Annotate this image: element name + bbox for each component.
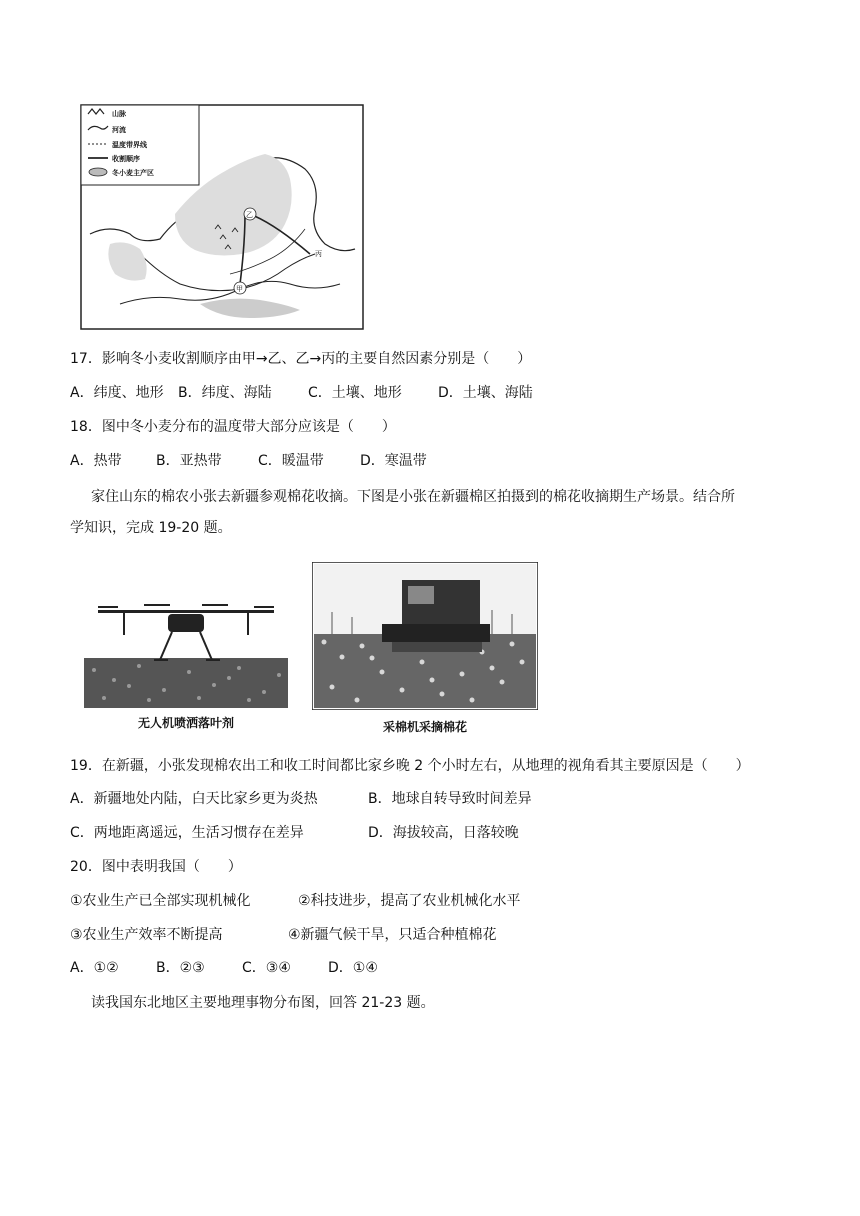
intro-21-23: 读我国东北地区主要地理事物分布图，回答 21-23 题。 (91, 995, 435, 1011)
q19-option-a[interactable]: A．新疆地处内陆，白天比家乡更为炎热 (70, 791, 318, 807)
q19-options-row2 (70, 823, 519, 843)
q20-item-1: ①农业生产已全部实现机械化 (70, 893, 251, 909)
q20-option-a[interactable]: A．①② (70, 960, 119, 976)
q20-items-row1 (70, 891, 521, 911)
q20-options (70, 958, 378, 978)
legend-harvest-order: 收割顺序 (112, 155, 140, 163)
q18-option-b[interactable]: B．亚热带 (156, 453, 222, 469)
q18-option-d[interactable]: D．寒温带 (360, 453, 427, 469)
q20-option-c[interactable]: C．③④ (242, 960, 291, 976)
label-jia: 甲 (236, 285, 243, 293)
legend-temp-boundary: 温度带界线 (112, 141, 147, 149)
drone-photo-caption: 无人机喷洒落叶剂 (137, 716, 234, 730)
q18-option-a[interactable]: A．热带 (70, 453, 122, 469)
q20-items-row2 (70, 925, 497, 945)
drone-photo (84, 600, 288, 708)
q17-option-c[interactable]: C．土壤、地形 (308, 385, 402, 401)
q17-option-a[interactable]: A．纬度、地形 (70, 385, 164, 401)
q20-option-d[interactable]: D．①④ (328, 960, 378, 976)
q18-stem: 18．图中冬小麦分布的温度带大部分应该是（ ） (70, 419, 396, 435)
legend-mountain: 山脉 (112, 110, 126, 118)
q20-stem: 20．图中表明我国（ ） (70, 859, 242, 875)
q19-stem: 19．在新疆，小张发现棉农出工和收工时间都比家乡晚 2 个小时左右，从地理的视角看其主要原因是（ ） (70, 758, 750, 774)
q17-option-d[interactable]: D．土壤、海陆 (438, 385, 533, 401)
intro-19-20-line2: 学知识，完成 19-20 题。 (70, 520, 232, 536)
q19-option-b[interactable]: B．地球自转导致时间差异 (368, 791, 532, 807)
label-yi: 乙 (246, 211, 253, 219)
q19-options-row1 (70, 789, 532, 809)
q17-stem: 17．影响冬小麦收割顺序由甲→乙、乙→丙的主要自然因素分别是（ ） (70, 351, 532, 367)
q20-item-3: ③农业生产效率不断提高 (70, 927, 223, 943)
q18-options (70, 451, 427, 471)
q20-item-2: ②科技进步，提高了农业机械化水平 (298, 893, 521, 909)
cotton-picker-photo (312, 562, 538, 710)
cotton-picker-photo-caption: 采棉机采摘棉花 (382, 720, 467, 734)
q19-option-d[interactable]: D．海拔较高，日落较晚 (368, 825, 519, 841)
label-bing: 丙 (315, 250, 322, 258)
q17-options (70, 383, 533, 403)
q18-option-c[interactable]: C．暖温带 (258, 453, 324, 469)
q20-item-4: ④新疆气候干旱，只适合种植棉花 (288, 927, 497, 943)
legend-river: 河流 (112, 126, 126, 134)
q20-option-b[interactable]: B．②③ (156, 960, 205, 976)
q19-option-c[interactable]: C．两地距离遥远，生活习惯存在差异 (70, 825, 304, 841)
intro-19-20-line1: 家住山东的棉农小张去新疆参观棉花收摘。下图是小张在新疆棉区拍摄到的棉花收摘期生产场景。结合所 (91, 489, 735, 505)
legend-wheat-area: 冬小麦主产区 (112, 169, 154, 177)
wheat-harvest-map (80, 104, 364, 330)
q17-option-b[interactable]: B．纬度、海陆 (178, 385, 272, 401)
